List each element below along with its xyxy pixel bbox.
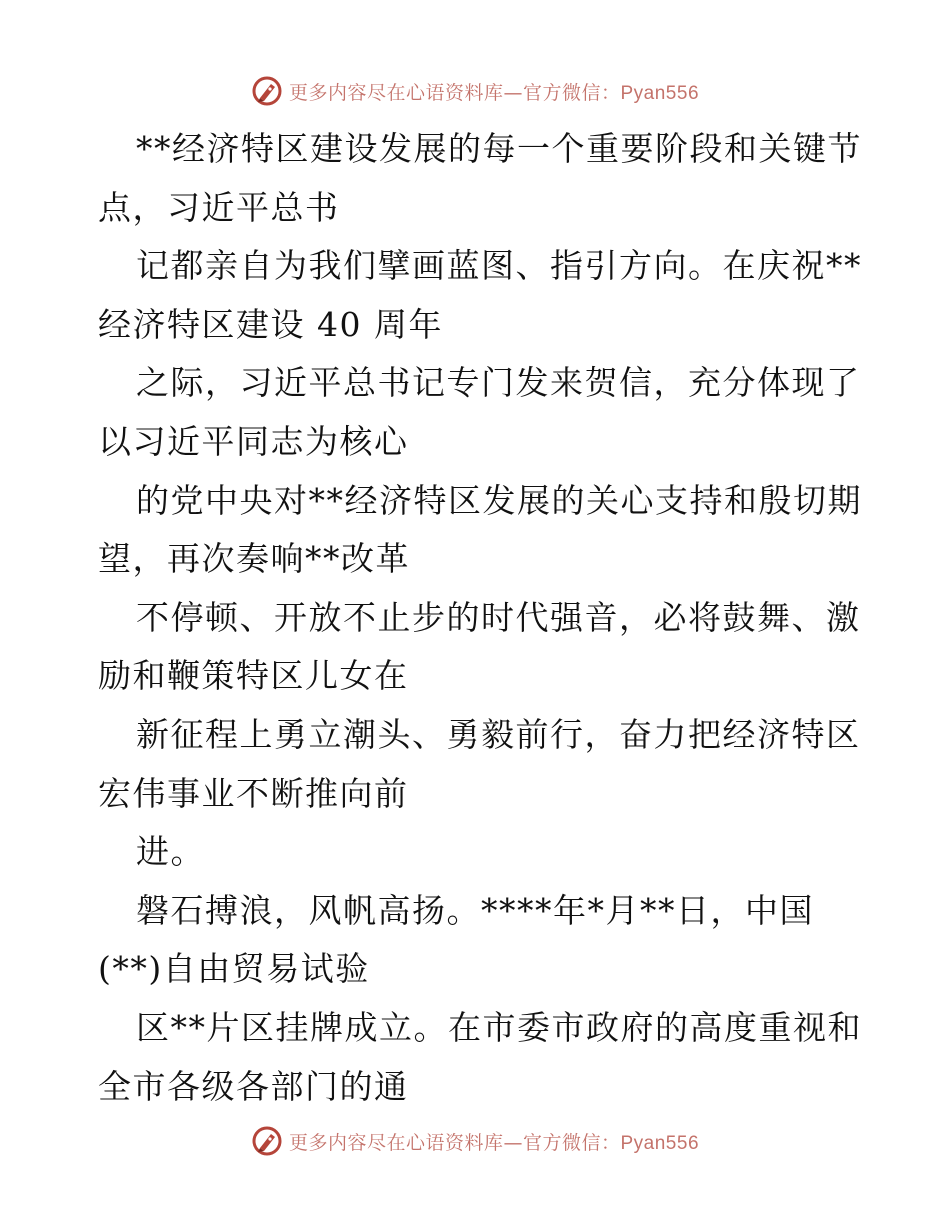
text-line: 点，习近平总书	[98, 187, 340, 227]
text-line: **经济特区建设发展的每一个重要阶段和关键节	[136, 129, 862, 168]
text-line: 进。	[136, 832, 205, 872]
text-line: 宏伟事业不断推向前	[98, 773, 409, 813]
text-line: 的党中央对**经济特区发展的关心支持和殷切期	[136, 480, 862, 520]
text-line: (**)自由贸易试验	[98, 949, 370, 989]
text-line: 以习近平同志为核心	[98, 421, 409, 461]
document-body	[98, 120, 862, 1116]
watermark-wechat-id: Pyan556	[620, 82, 700, 104]
text-line: 经济特区建设 40 周年	[98, 304, 443, 344]
footer-watermark	[0, 1124, 950, 1158]
text-line: 励和鞭策特区儿女在	[98, 656, 409, 696]
text-line: 不停顿、开放不止步的时代强音，必将鼓舞、激	[136, 597, 861, 637]
pen-logo-icon	[251, 1125, 283, 1157]
text-line: 全市各级各部门的通	[98, 1066, 409, 1106]
watermark-wechat-id: Pyan556	[620, 1132, 700, 1154]
watermark-text: 更多内容尽在心语资料库—官方微信：	[288, 81, 621, 104]
watermark-text: 更多内容尽在心语资料库—官方微信：	[288, 1131, 621, 1154]
text-line: 望，再次奏响**改革	[98, 539, 410, 579]
text-line: 记都亲自为我们擘画蓝图、指引方向。在庆祝**	[136, 246, 862, 286]
text-line: 区**片区挂牌成立。在市委市政府的高度重视和	[136, 1007, 862, 1047]
text-line: 之际，习近平总书记专门发来贺信，充分体现了	[136, 363, 861, 403]
text-line: 磐石搏浪，风帆高扬。****年*月**日，中国	[136, 890, 814, 930]
text-line: 新征程上勇立潮头、勇毅前行，奋力把经济特区	[136, 714, 861, 754]
pen-logo-icon	[251, 75, 283, 107]
header-watermark	[0, 74, 950, 108]
